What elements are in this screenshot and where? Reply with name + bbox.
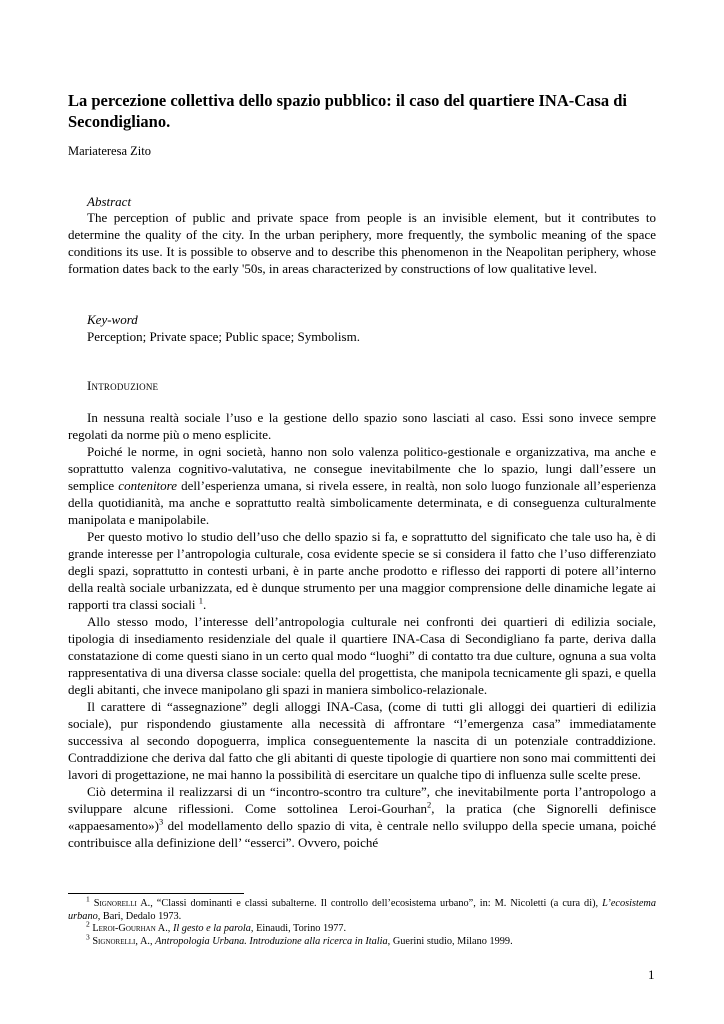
footnote-2-author: Leroi-Gourhan <box>92 923 156 934</box>
body-paragraph-2-emphasis: contenitore <box>118 478 178 493</box>
body-paragraph-3 <box>68 528 656 613</box>
footnote-3-publisher: , Guerini studio, Milano 1999. <box>387 935 513 947</box>
footnote-3-number: 3 <box>86 932 90 942</box>
footnote-3-text: , A., <box>135 935 156 947</box>
page-number: 1 <box>648 967 655 982</box>
body-paragraph-4: Allo stesso modo, l’interesse dell’antropologia culturale nei confronti dei quartieri di edilizia sociale, tipologia di insediamento residenziale del quale il quartiere INA-Casa di Secondigliano fa parte, deriva dalla constatazione di come questi siano in un certo qual modo “luoghi” di contatto tra due culture, ognuna a sua volta rappresentativa di una diversa classe sociale: quella del progettista, che manipola tecnicamente gli spazi, e quella degli abitanti, che invece manipolano gli spazi in maniera simbolico-relazionale. <box>68 614 656 697</box>
body-paragraph-3-end: . <box>202 597 207 612</box>
abstract-heading: Abstract <box>87 194 132 209</box>
footnote-3-work: Antropologia Urbana. Introduzione alla ricerca in Italia <box>155 935 388 947</box>
footnote-1 <box>68 894 657 923</box>
footnotes <box>68 894 657 948</box>
body-paragraph-6-start: Ciò determina il realizzarsi di un “incontro-scontro tra culture”, che inevitabilmente porta l’antropologo a sviluppare alcune riflessioni. Come sottolinea Leroi-Gourhan <box>68 784 656 816</box>
keywords-text: Perception; Private space; Public space; Symbolism. <box>87 329 360 344</box>
body-paragraph-3-text: Per questo motivo lo studio dell’uso che dello spazio si fa, e soprattutto del significato che tale uso ha, è di grande interesse per l’antropologia culturale, cosa evidente specie se si considera il fatto che l’uso differenziato degli spazi, soprattutto in contesti urbani, è in parte anche prodotto e riflesso dei rapporti di potere all’interno della realtà sociale urbanizzata, ed è dunque strumento per una maggior comprensione delle dinamiche legate ai rapporti tra classi sociali <box>68 529 656 612</box>
body-paragraph-2-start: Poiché le norme, in ogni società, hanno non solo valenza politico-gestionale e organizzativa, ma anche e soprattutto valenza cognitivo-valutativa, ne consegue inevitabilmente che lo spazio, lungi dall’essere un semplice <box>68 444 656 493</box>
body-paragraph-2-end: dell’esperienza umana, si rivela essere, in realtà, non solo luogo funzionale all’esperienza della quotidianità, ma anche e soprattutto realtà simbolicamente determinata, e di conseguenza culturalmente manipolata e manipolabile. <box>68 478 656 527</box>
footnote-ref-3[interactable]: 3 <box>158 816 164 827</box>
footnote-divider <box>68 893 244 894</box>
body-paragraph-6-middle: , la pratica (che Signorelli definisce «appaesamento») <box>68 801 657 833</box>
footnote-2-publisher: , Einaudi, Torino 1977. <box>250 923 347 934</box>
body-paragraph-6 <box>68 783 656 851</box>
main-body <box>68 409 656 851</box>
footnote-1-work: L’ecosistema urbano, <box>68 898 657 922</box>
footnote-2-number: 2 <box>86 919 90 929</box>
footnote-2-text: A., <box>155 923 173 934</box>
footnote-3 <box>68 932 656 949</box>
keywords-heading: Key-word <box>87 312 138 327</box>
footnote-1-number: 1 <box>86 894 90 904</box>
abstract-body <box>68 209 656 277</box>
body-paragraph-6-end: del modellamento dello spazio di vita, è centrale nello sviluppo della specie umana, poiché contribuisce alla definizione dell’ “esserci”. Ovvero, poiché <box>68 818 656 850</box>
abstract-text: The perception of public and private space from people is an invisible element, but it contributes to determine the quality of the city. In the urban periphery, more frequently, the symbolic meaning of the space conditions its use. It is possible to observe and to describe this phenomenon in the Neapolitan periphery, whose formation dates back to the early '50s, in areas characterized by constructions of low qualitative level. <box>68 210 656 276</box>
footnote-1-publisher: Bari, Dedalo 1973. <box>100 910 182 922</box>
footnote-2 <box>68 919 656 936</box>
footnote-1-text: A., “Classi dominanti e classi subalterne. Il controllo dell’ecosistema urbano”, in: M. Nicoletti (a cura di), <box>136 898 603 909</box>
footnote-2-work: Il gesto e la parola <box>172 923 251 934</box>
body-paragraph-1: In nessuna realtà sociale l’uso e la gestione dello spazio sono lasciati al caso. Essi sono invece sempre regolati da norme più o meno esplicite. <box>68 410 656 442</box>
footnote-ref-1[interactable]: 1 <box>198 595 203 606</box>
section-heading-introduzione: Introduzione <box>87 378 159 393</box>
paper-title: La percezione collettiva dello spazio pubblico: il caso del quartiere INA-Casa di Secondigliano. <box>68 91 627 131</box>
footnote-ref-2[interactable]: 2 <box>427 799 432 810</box>
body-paragraph-5: Il carattere di “assegnazione” degli alloggi INA-Casa, (come di tutti gli alloggi dei quartieri di edilizia sociale), pur rispondendo giustamente alla necessità di affrontare “l’emergenza casa” immediatamente successiva al secondo dopoguerra, implica conseguentemente la nascita di un potenziale contraddizione. Contraddizione che deriva dal fatto che gli abitanti di queste tipologie di quartiere non sono mai committenti dei lavori di progettazione, ne mai hanno la possibilità di esercitare un qualche tipo di influenza sulle scelte prese. <box>68 699 656 782</box>
author-name: Mariateresa Zito <box>68 144 151 158</box>
body-paragraph-2 <box>68 443 656 528</box>
footnote-1-author: Signorelli <box>93 898 137 909</box>
footnote-3-author: Signorelli <box>92 935 136 947</box>
